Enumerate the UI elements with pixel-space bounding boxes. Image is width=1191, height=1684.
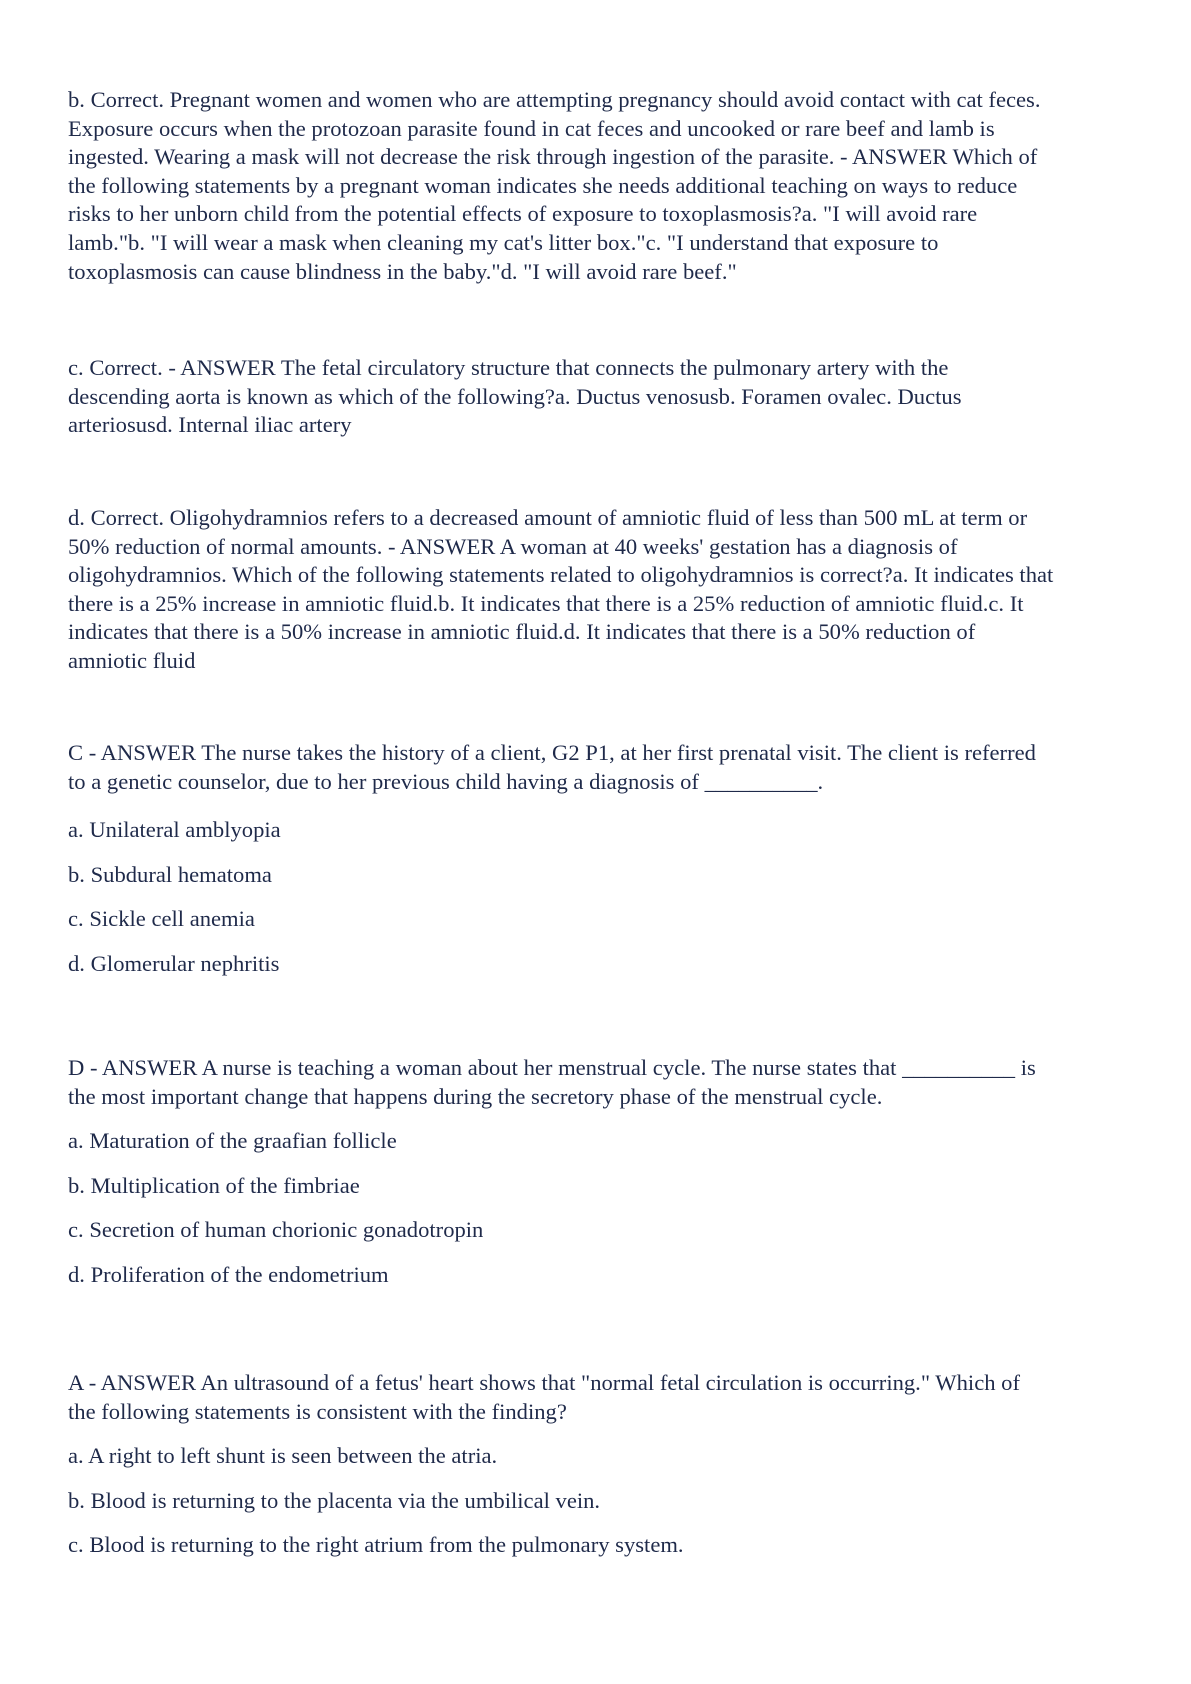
option-a: a. A right to left shunt is seen between the atria. — [68, 1443, 498, 1469]
option-d: d. Glomerular nephritis — [68, 950, 280, 976]
option-list — [68, 1127, 1132, 1289]
answer-paragraph: d. Correct. Oligohydramnios refers to a decreased amount of amniotic fluid of less than 500 mL at term or 50% reduction of normal amounts. - ANSWER A woman at 40 weeks' gestation has a diagnosis of oligohydramnios. Which of the following statements related to oligohydramnios is correct?a. It indicates that there is a 25% increase in amniotic fluid.b. It indicates that there is a 25% reduction of amniotic fluid.c. It indicates that there is a 50% increase in amniotic fluid.d. It indicates that there is a 50% reduction of amniotic fluid — [68, 505, 1054, 673]
option-list — [68, 1442, 1132, 1560]
answer-paragraph: c. Correct. - ANSWER The fetal circulatory structure that connects the pulmonary artery with the descending aorta is known as which of the following?a. Ductus venosusb. Foramen ovalec. Ductus arteriosusd. Internal iliac artery — [68, 355, 962, 438]
question-text: D - ANSWER A nurse is teaching a woman about her menstrual cycle. The nurse states that __________ is the most important change that happens during the secretory phase of the menstrual cycle. — [68, 1055, 1036, 1109]
option-c: c. Blood is returning to the right atrium from the pulmonary system. — [68, 1532, 684, 1558]
answer-paragraph: b. Correct. Pregnant women and women who are attempting pregnancy should avoid contact with cat feces. Exposure occurs when the protozoan parasite found in cat feces and uncooked or rare beef and lamb is ingested. Wearing a mask will not decrease the risk through ingestion of the parasite. - ANSWER Which of the following statements by a pregnant woman indicates she needs additional teaching on ways to reduce risks to her unborn child from the potential effects of exposure to toxoplasmosis?a. "I will avoid rare lamb."b. "I will wear a mask when cleaning my cat's litter box."c. "I understand that exposure to toxoplasmosis can cause blindness in the baby."d. "I will avoid rare beef." — [68, 87, 1041, 284]
option-d: d. Proliferation of the endometrium — [68, 1261, 389, 1287]
option-a: a. Unilateral amblyopia — [68, 817, 281, 843]
option-b: b. Blood is returning to the placenta via the umbilical vein. — [68, 1487, 601, 1513]
question-block-4 — [68, 739, 1132, 979]
question-text: A - ANSWER An ultrasound of a fetus' heart shows that "normal fetal circulation is occurring." Which of the following statements is consistent with the finding? — [68, 1370, 1020, 1424]
question-block-6 — [68, 1369, 1132, 1560]
question-block-5 — [68, 1054, 1132, 1290]
option-c: c. Sickle cell anemia — [68, 906, 255, 932]
answer-block-1 — [68, 86, 1132, 286]
option-b: b. Subdural hematoma — [68, 861, 272, 887]
answer-block-3 — [68, 504, 1132, 676]
option-c: c. Secretion of human chorionic gonadotropin — [68, 1217, 484, 1243]
question-text: C - ANSWER The nurse takes the history of a client, G2 P1, at her first prenatal visit. The client is referred to a genetic counselor, due to her previous child having a diagnosis of __________. — [68, 740, 1036, 794]
option-a: a. Maturation of the graafian follicle — [68, 1128, 397, 1154]
option-b: b. Multiplication of the fimbriae — [68, 1172, 360, 1198]
option-list — [68, 816, 1132, 978]
answer-block-2 — [68, 354, 1132, 440]
